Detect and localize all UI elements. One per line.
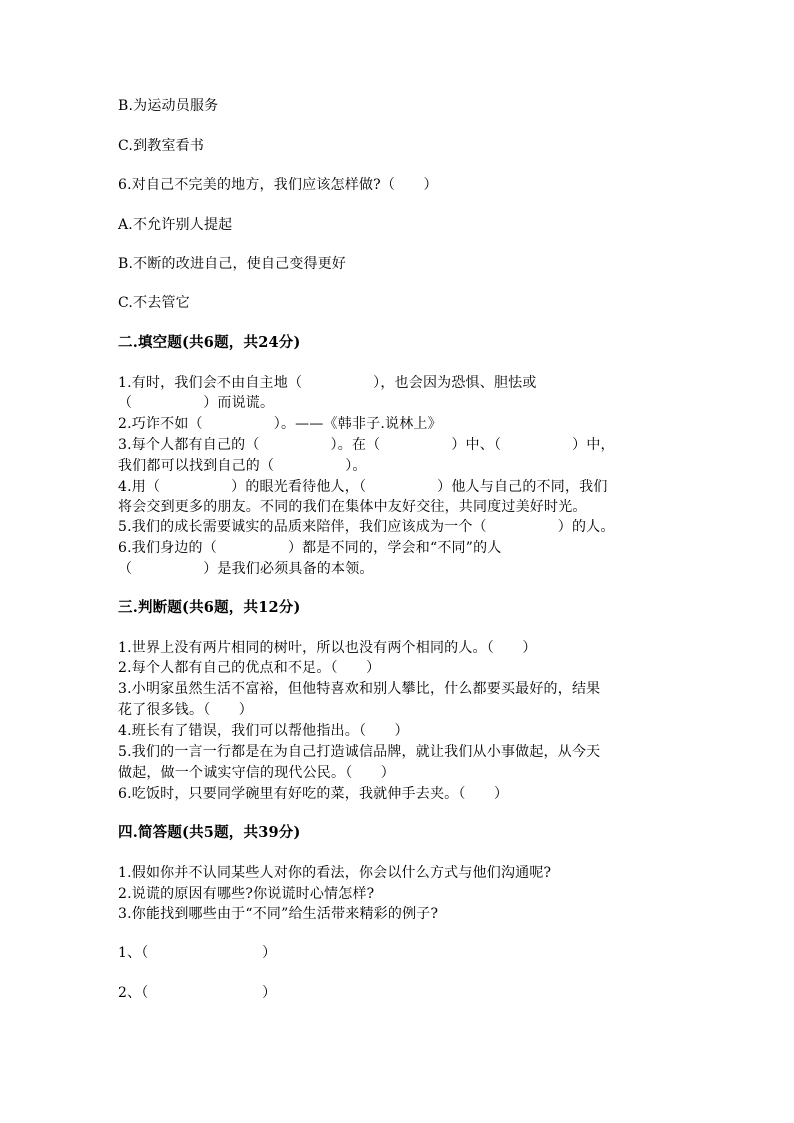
- short-answer-heading: 四.简答题(共5题，共39分): [118, 824, 301, 841]
- true-false-line: 3.小明家虽然生活不富裕，但他特喜欢和别人攀比，什么都要买最好的，结果: [118, 681, 601, 697]
- fill-blank-line: （ ）而说谎。: [118, 395, 275, 411]
- short-answer-line: 2.说谎的原因有哪些?你说谎时心情怎样?: [118, 886, 375, 902]
- true-false-line: 5.我们的一言一行都是在为自己打造诚信品牌，就让我们从小事做起，从今天: [118, 744, 601, 760]
- true-false-line: 2.每个人都有自己的优点和不足。（ ）: [118, 660, 381, 676]
- true-false-line: 1.世界上没有两片相同的树叶，所以也没有两个相同的人。（ ）: [118, 640, 537, 656]
- true-false-line: 4.班长有了错误，我们可以帮他指出。（ ）: [118, 723, 409, 739]
- q5-option-b: B.为运动员服务: [118, 98, 219, 114]
- q6-option-b: B.不断的改进自己，使自己变得更好: [118, 256, 347, 272]
- answer-blank-2[interactable]: 2、（ ）: [118, 985, 277, 1001]
- fill-blank-line: 3.每个人都有自己的（ ）。在（ ）中、（ ）中，: [118, 437, 615, 453]
- fill-blank-line: 1.有时，我们会不由自主地（ ），也会因为恐惧、胆怯或: [118, 375, 537, 391]
- short-answer-line: 1.假如你并不认同某些人对你的看法，你会以什么方式与他们沟通呢?: [118, 865, 552, 881]
- true-false-line: 6.吃饭时，只要同学碗里有好吃的菜，我就伸手去夹。（ ）: [118, 786, 509, 802]
- q6-stem: 6.对自己不完美的地方，我们应该怎样做?（ ）: [118, 177, 438, 193]
- short-answer-line: 3.你能找到哪些由于“不同”给生活带来精彩的例子?: [118, 906, 439, 922]
- true-false-heading: 三.判断题(共6题，共12分): [118, 599, 301, 616]
- q6-option-c: C.不去管它: [118, 295, 190, 311]
- q5-option-c: C.到教室看书: [118, 138, 205, 154]
- q6-option-a: A.不允许别人提起: [118, 217, 233, 233]
- fill-blank-line: 6.我们身边的（ ）都是不同的，学会和“不同”的人: [118, 540, 502, 556]
- fill-blank-line: 4.用（ ）的眼光看待他人，（ ）他人与自己的不同，我们: [118, 479, 608, 495]
- true-false-line: 花了很多钱。（ ）: [118, 702, 253, 718]
- fill-blank-line: 将会交到更多的朋友。不同的我们在集体中友好交往，共同度过美好时光。: [118, 499, 587, 515]
- fill-blank-line: 5.我们的成长需要诚实的品质来陪伴，我们应该成为一个（ ）的人。: [118, 519, 615, 535]
- true-false-line: 做起，做一个诚实守信的现代公民。（ ）: [118, 765, 395, 781]
- fill-blank-line: 我们都可以找到自己的（ ）。: [118, 458, 367, 474]
- fill-blank-heading: 二.填空题(共6题，共24分): [118, 334, 301, 351]
- fill-blank-line: 2.巧诈不如（ ）。——《韩非子.说林上》: [118, 416, 442, 432]
- answer-blank-1[interactable]: 1、（ ）: [118, 945, 277, 961]
- fill-blank-line: （ ）是我们必须具备的本领。: [118, 561, 374, 577]
